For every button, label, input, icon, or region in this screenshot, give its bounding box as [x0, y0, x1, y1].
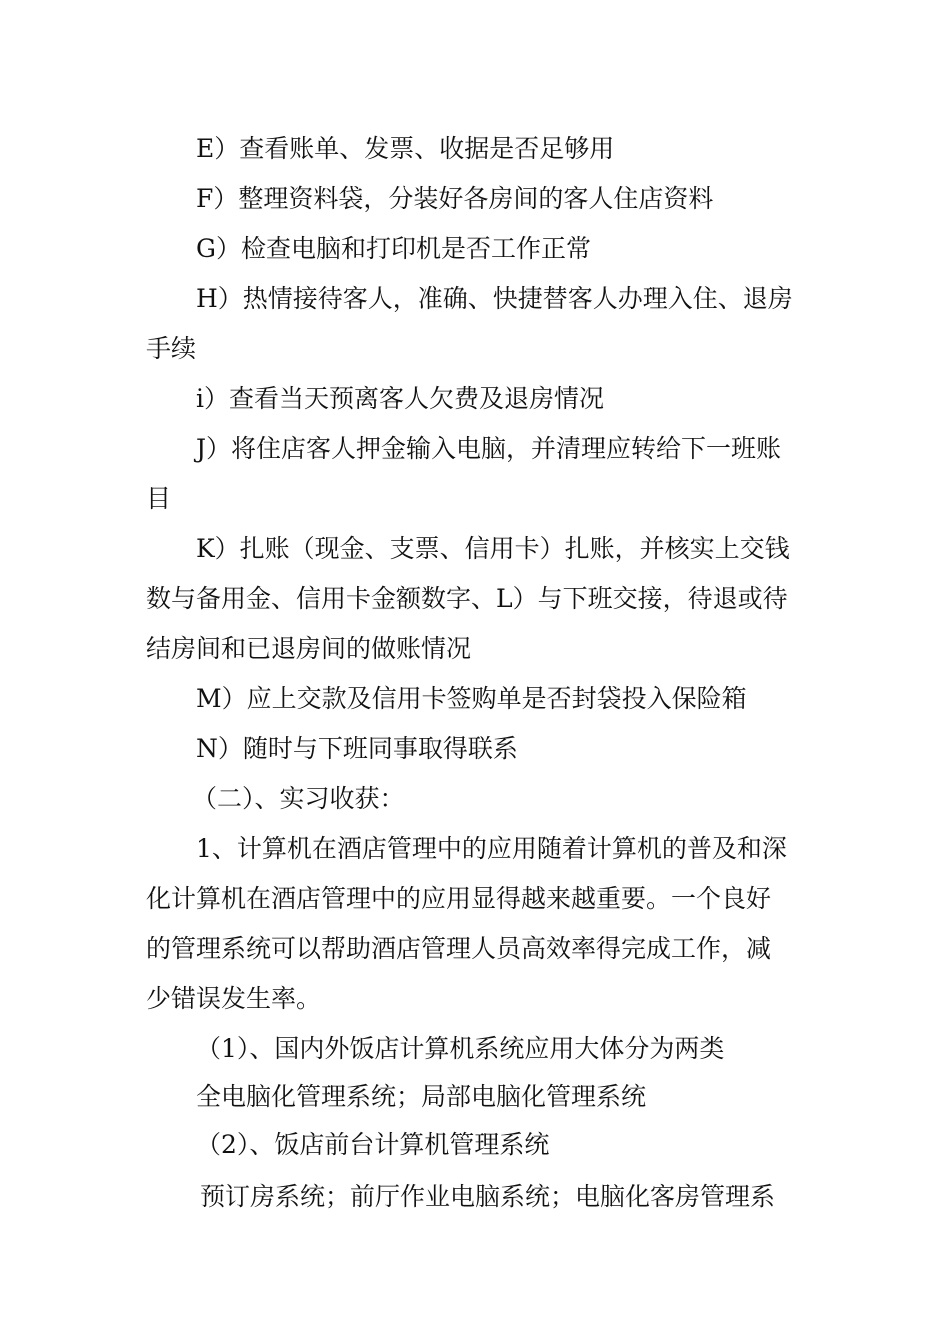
text-line: 全电脑化管理系统；局部电脑化管理系统 — [196, 1082, 647, 1111]
text-line: 手续 — [146, 334, 197, 363]
text-line: 化计算机在酒店管理中的应用显得越来越重要。一个良好 — [146, 884, 772, 913]
text-line: 的管理系统可以帮助酒店管理人员高效率得完成工作，减 — [146, 934, 772, 963]
text-line: （2）、饭店前台计算机管理系统 — [196, 1130, 550, 1159]
text-line: F）整理资料袋，分装好各房间的客人住店资料 — [196, 184, 714, 213]
text-line: K）扎账（现金、支票、信用卡）扎账，并核实上交钱 — [196, 534, 790, 563]
section-heading: （二）、实习收获： — [192, 784, 405, 813]
text-line: （1）、国内外饭店计算机系统应用大体分为两类 — [196, 1034, 725, 1063]
text-line: i）查看当天预离客人欠费及退房情况 — [196, 384, 604, 413]
text-line: 目 — [146, 484, 172, 513]
text-line: M）应上交款及信用卡签购单是否封袋投入保险箱 — [196, 684, 747, 713]
text-line: 数与备用金、信用卡金额数字、L）与下班交接，待退或待 — [146, 584, 788, 613]
text-line: N）随时与下班同事取得联系 — [196, 734, 518, 763]
text-line: 1、计算机在酒店管理中的应用随着计算机的普及和深 — [196, 834, 787, 863]
text-line: E）查看账单、发票、收据是否足够用 — [196, 134, 615, 163]
text-line: 预订房系统；前厅作业电脑系统；电脑化客房管理系 — [200, 1182, 776, 1211]
text-line: 少错误发生率。 — [146, 984, 322, 1013]
text-line: H）热情接待客人，准确、快捷替客人办理入住、退房 — [196, 284, 793, 313]
text-line: 结房间和已退房间的做账情况 — [146, 634, 472, 663]
text-line: G）检查电脑和打印机是否工作正常 — [196, 234, 591, 263]
text-line: J）将住店客人押金输入电脑，并清理应转给下一班账 — [196, 434, 782, 463]
